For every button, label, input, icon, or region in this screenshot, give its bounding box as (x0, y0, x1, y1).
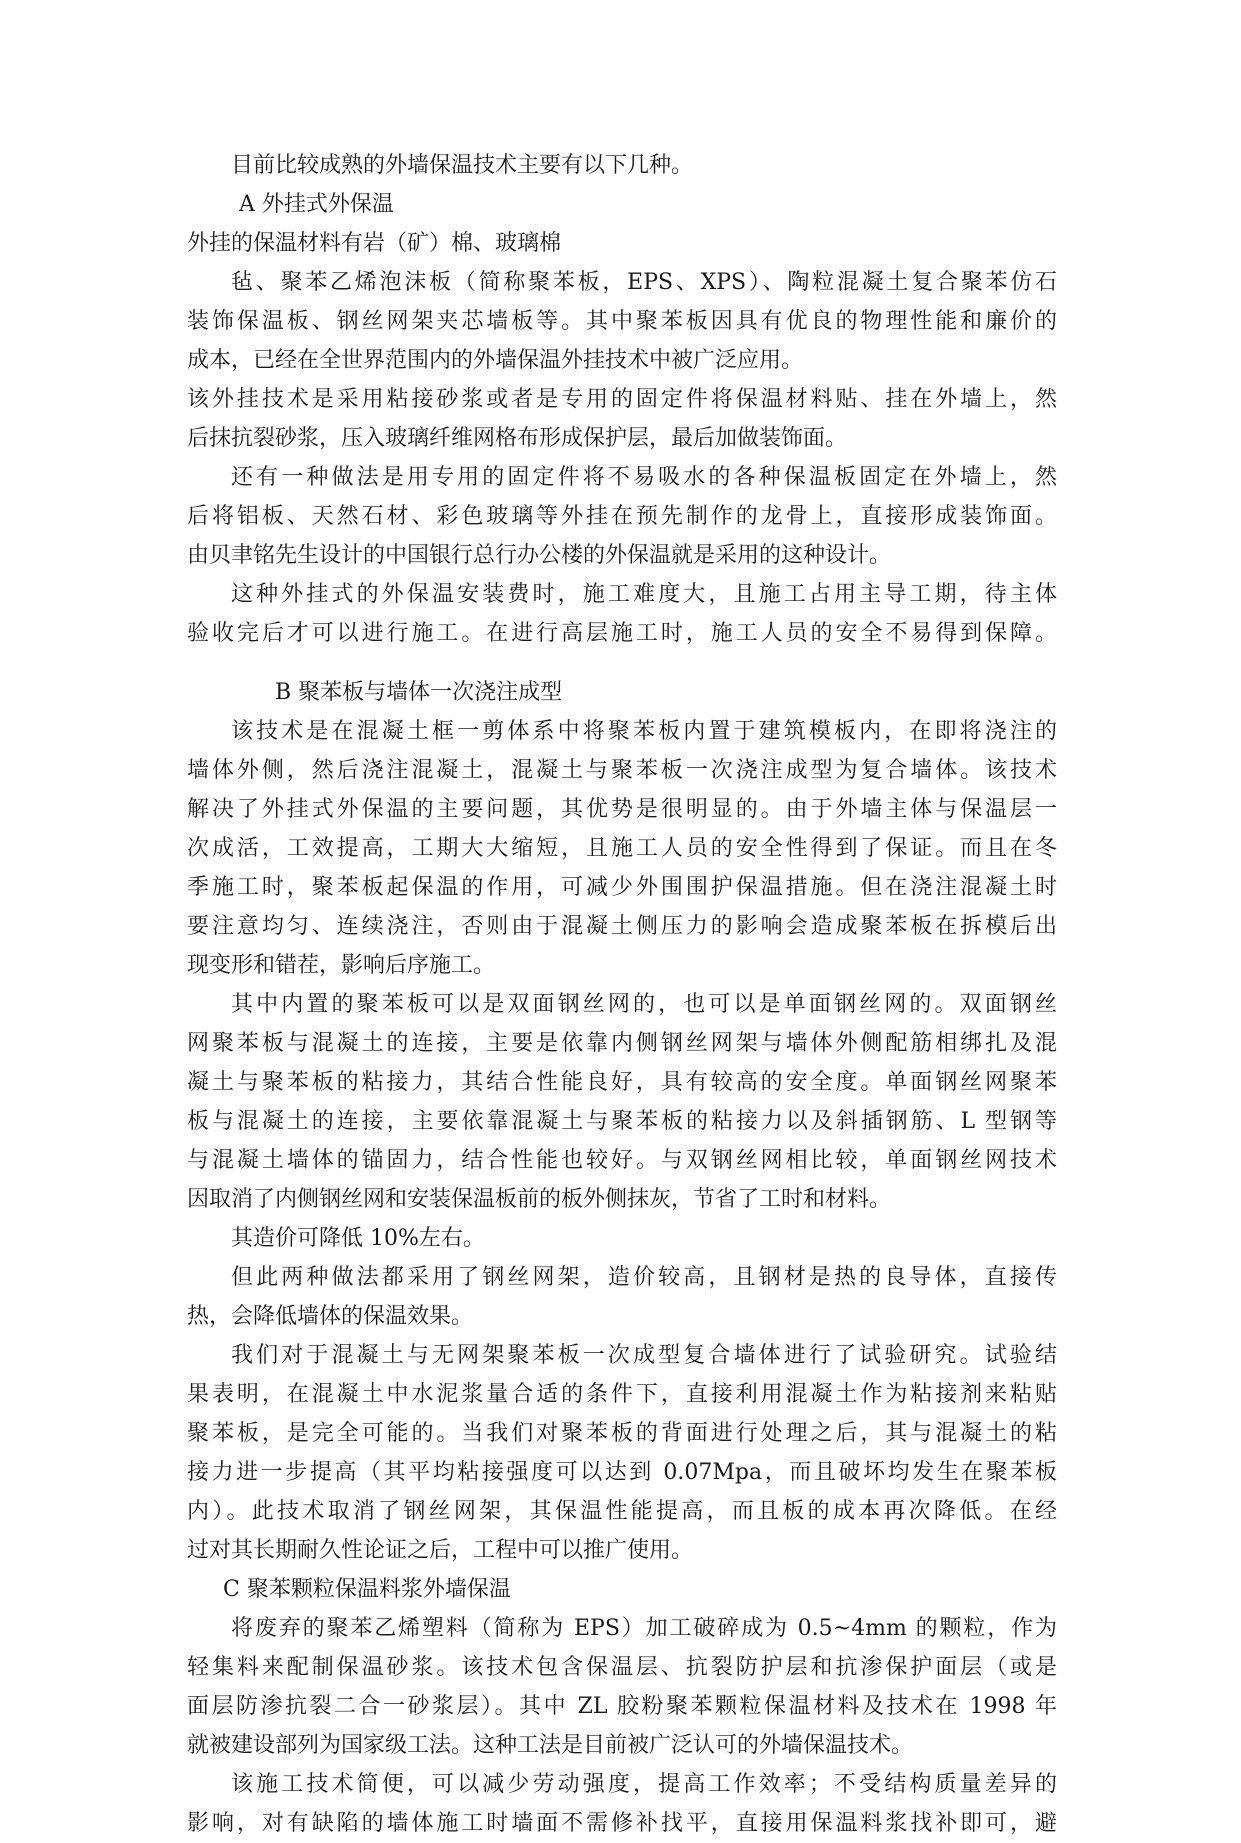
text-line: 与混凝土墙体的锚固力，结合性能也较好。与双钢丝网相比较，单面钢丝网技术 (187, 1148, 1057, 1173)
text-line: 网聚苯板与混凝土的连接，主要是依靠内侧钢丝网架与墙体外侧配筋相绑扎及混 (187, 1031, 1057, 1056)
text-line: 影响，对有缺陷的墙体施工时墙面不需修补找平，直接用保温料浆找补即可，避 (187, 1811, 1057, 1836)
text-line: 外挂的保温材料有岩（矿）棉、玻璃棉 (187, 231, 562, 256)
text-line: 现变形和错茬，影响后序施工。 (187, 953, 496, 978)
text-line: 板与混凝土的连接，主要依靠混凝土与聚苯板的粘接力以及斜插钢筋、L 型钢等 (187, 1109, 1057, 1134)
text-line: 墙体外侧，然后浇注混凝土，混凝土与聚苯板一次浇注成型为复合墙体。该技术 (187, 758, 1057, 783)
text-line: 聚苯板，是完全可能的。当我们对聚苯板的背面进行处理之后，其与混凝土的粘 (187, 1421, 1057, 1446)
text-line: 面层防渗抗裂二合一砂浆层）。其中 ZL 胶粉聚苯颗粒保温材料及技术在 1998 年 (187, 1694, 1057, 1719)
text-line: 还有一种做法是用专用的固定件将不易吸水的各种保温板固定在外墙上，然 (231, 465, 1057, 490)
text-line: 内）。此技术取消了钢丝网架，其保温性能提高，而且板的成本再次降低。在经 (187, 1499, 1057, 1524)
section-heading-c: C 聚苯颗粒保温料浆外墙保温 (223, 1577, 511, 1602)
text-line: 毡、聚苯乙烯泡沫板（简称聚苯板，EPS、XPS）、陶粒混凝土复合聚苯仿石 (231, 270, 1057, 295)
text-line: 热，会降低墙体的保温效果。 (187, 1304, 474, 1329)
text-line: 但此两种做法都采用了钢丝网架，造价较高，且钢材是热的良导体，直接传 (231, 1265, 1057, 1290)
text-line: 轻集料来配制保温砂浆。该技术包含保温层、抗裂防护层和抗渗保护面层（或是 (187, 1655, 1057, 1680)
text-line: 就被建设部列为国家级工法。这种工法是目前被广泛认可的外墙保温技术。 (187, 1733, 914, 1758)
text-line: 这种外挂式的外保温安装费时，施工难度大，且施工占用主导工期，待主体 (231, 582, 1057, 607)
text-line: 我们对于混凝土与无网架聚苯板一次成型复合墙体进行了试验研究。试验结 (231, 1343, 1057, 1368)
text-line: 果表明，在混凝土中水泥浆量合适的条件下，直接利用混凝土作为粘接剂来粘贴 (187, 1382, 1057, 1407)
text-line: 该施工技术简便，可以减少劳动强度，提高工作效率；不受结构质量差异的 (231, 1772, 1057, 1797)
text-line: 解决了外挂式外保温的主要问题，其优势是很明显的。由于外墙主体与保温层一 (187, 797, 1057, 822)
text-line: 验收完后才可以进行施工。在进行高层施工时，施工人员的安全不易得到保障。 (187, 621, 1057, 646)
text-line: 装饰保温板、钢丝网架夹芯墙板等。其中聚苯板因具有优良的物理性能和廉价的 (187, 309, 1057, 334)
text-line: 过对其长期耐久性论证之后，工程中可以推广使用。 (187, 1538, 694, 1563)
paragraph-gap (187, 653, 1057, 673)
section-heading-b: B 聚苯板与墙体一次浇注成型 (275, 680, 563, 705)
text-line: 其造价可降低 10%左右。 (231, 1226, 485, 1251)
text-line: 后将铝板、天然石材、彩色玻璃等外挂在预先制作的龙骨上，直接形成装饰面。 (187, 504, 1057, 529)
text-line: 该外挂技术是采用粘接砂浆或者是专用的固定件将保温材料贴、挂在外墙上，然 (187, 387, 1057, 412)
text-line: 次成活，工效提高，工期大大缩短，且施工人员的安全性得到了保证。而且在冬 (187, 836, 1057, 861)
text-line: 凝土与聚苯板的粘接力，其结合性能良好，具有较高的安全度。单面钢丝网聚苯 (187, 1070, 1057, 1095)
text-line: 接力进一步提高（其平均粘接强度可以达到 0.07Mpa，而且破坏均发生在聚苯板 (187, 1460, 1057, 1485)
text-line: 成本，已经在全世界范围内的外墙保温外挂技术中被广泛应用。 (187, 348, 804, 373)
text-line: 要注意均匀、连续浇注，否则由于混凝土侧压力的影响会造成聚苯板在拆模后出 (187, 914, 1057, 939)
text-line: 季施工时，聚苯板起保温的作用，可减少外围围护保温措施。但在浇注混凝土时 (187, 875, 1057, 900)
text-line: 目前比较成熟的外墙保温技术主要有以下几种。 (231, 153, 694, 178)
text-line: 将废弃的聚苯乙烯塑料（简称为 EPS）加工破碎成为 0.5~4mm 的颗粒，作为 (231, 1616, 1057, 1641)
text-line: 该技术是在混凝土框一剪体系中将聚苯板内置于建筑模板内，在即将浇注的 (231, 719, 1057, 744)
document-body (187, 146, 1057, 1843)
text-line: 后抹抗裂砂浆，压入玻璃纤维网格布形成保护层，最后加做装饰面。 (187, 426, 848, 451)
section-heading-a: A 外挂式外保温 (239, 192, 394, 217)
text-line: 因取消了内侧钢丝网和安装保温板前的板外侧抹灰，节省了工时和材料。 (187, 1187, 892, 1212)
text-line: 由贝聿铭先生设计的中国银行总行办公楼的外保温就是采用的这种设计。 (187, 543, 892, 568)
text-line: 其中内置的聚苯板可以是双面钢丝网的，也可以是单面钢丝网的。双面钢丝 (231, 992, 1057, 1017)
